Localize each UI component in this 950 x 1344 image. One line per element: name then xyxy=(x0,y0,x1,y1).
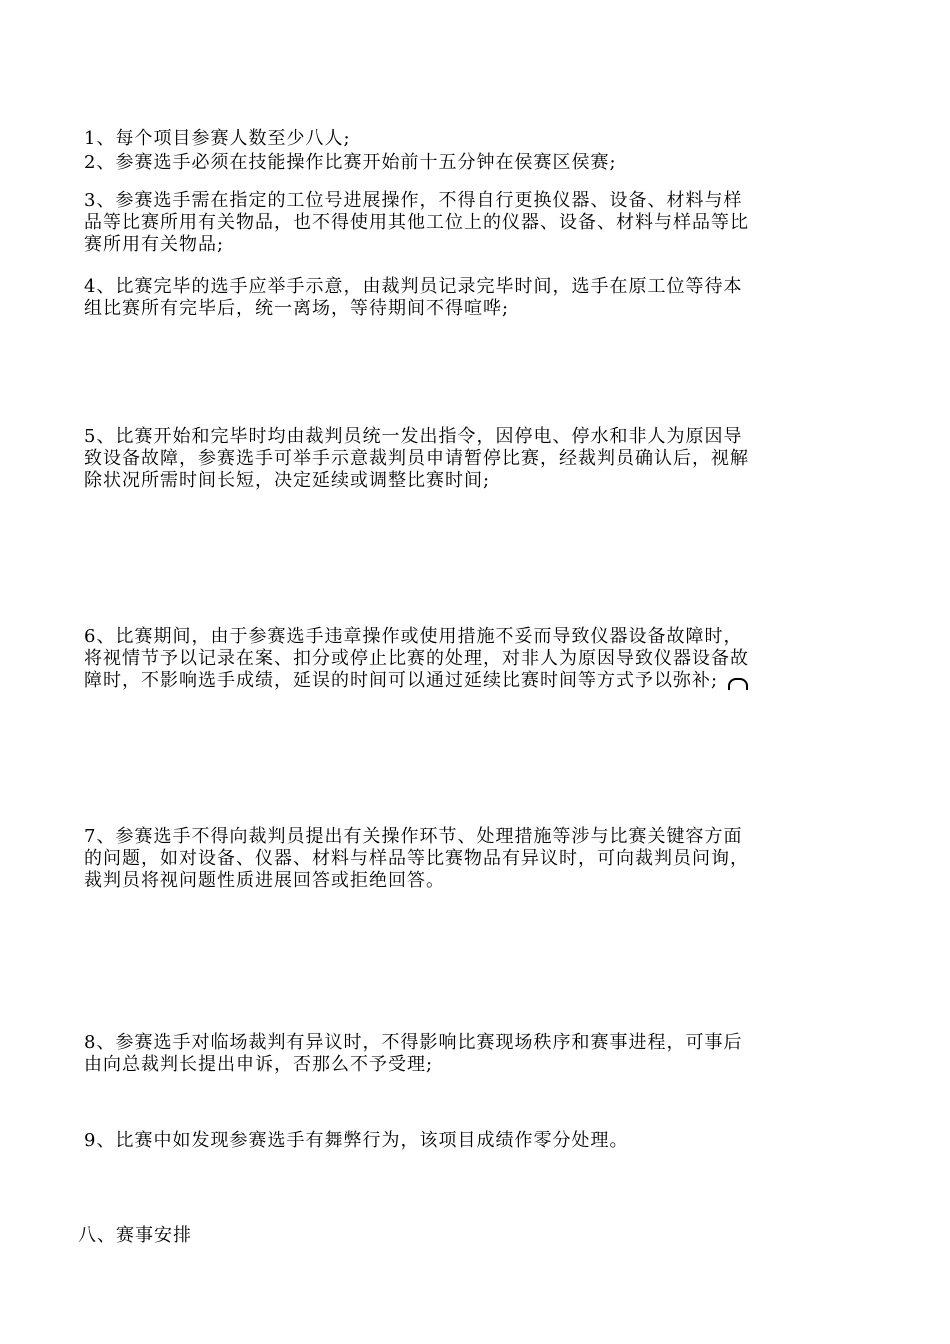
rule-3 xyxy=(84,190,874,256)
rule-5 xyxy=(84,426,874,492)
rule-line: 1、每个项目参赛人数至少八人; xyxy=(84,128,351,149)
rule-1 xyxy=(84,128,874,150)
rule-8 xyxy=(84,1032,874,1076)
rule-line: 裁判员将视问题性质进展回答或拒绝回答。 xyxy=(84,870,445,891)
rule-line: 9、比赛中如发现参赛选手有舞弊行为，该项目成绩作零分处理。 xyxy=(84,1130,629,1151)
rule-6 xyxy=(84,626,874,692)
bracket-mark-icon xyxy=(728,678,748,690)
rule-line: 障时，不影响选手成绩，延误的时间可以通过延续比赛时间等方式予以弥补; xyxy=(84,670,719,691)
rule-line: 2、参赛选手必须在技能操作比赛开始前十五分钟在侯赛区侯赛; xyxy=(84,152,617,173)
rule-line-with-mark xyxy=(84,670,874,692)
rule-9 xyxy=(84,1130,874,1152)
rule-line: 致设备故障，参赛选手可举手示意裁判员申请暂停比赛，经裁判员确认后，视解 xyxy=(84,448,749,469)
rule-line: 将视情节予以记录在案、扣分或停止比赛的处理，对非人为原因导致仪器设备故 xyxy=(84,648,749,669)
rule-line: 组比赛所有完毕后，统一离场，等待期间不得喧哗; xyxy=(84,298,510,319)
rule-line: 品等比赛所用有关物品，也不得使用其他工位上的仪器、设备、材料与样品等比 xyxy=(84,212,749,233)
rule-line: 的问题，如对设备、仪器、材料与样品等比赛物品有异议时，可向裁判员问询， xyxy=(84,848,749,869)
rule-7 xyxy=(84,826,874,892)
rule-line: 4、比赛完毕的选手应举手示意，由裁判员记录完毕时间，选手在原工位等待本 xyxy=(84,276,743,297)
rule-line: 3、参赛选手需在指定的工位号进展操作，不得自行更换仪器、设备、材料与样 xyxy=(84,190,743,211)
rule-line: 除状况所需时间长短，决定延续或调整比赛时间; xyxy=(84,470,491,491)
section-heading: 八、赛事安排 xyxy=(78,1225,192,1246)
rule-line: 8、参赛选手对临场裁判有异议时，不得影响比赛现场秩序和赛事进程，可事后 xyxy=(84,1032,743,1053)
rule-line: 由向总裁判长提出申诉，否那么不予受理; xyxy=(84,1054,434,1075)
rule-4 xyxy=(84,276,874,320)
rule-line: 6、比赛期间，由于参赛选手违章操作或使用措施不妥而导致仪器设备故障时， xyxy=(84,626,743,647)
rule-line: 赛所用有关物品; xyxy=(84,234,225,255)
rule-line: 5、比赛开始和完毕时均由裁判员统一发出指令，因停电、停水和非人为原因导 xyxy=(84,426,743,447)
rule-line: 7、参赛选手不得向裁判员提出有关操作环节、处理措施等涉与比赛关键容方面 xyxy=(84,826,743,847)
rule-2 xyxy=(84,152,874,174)
